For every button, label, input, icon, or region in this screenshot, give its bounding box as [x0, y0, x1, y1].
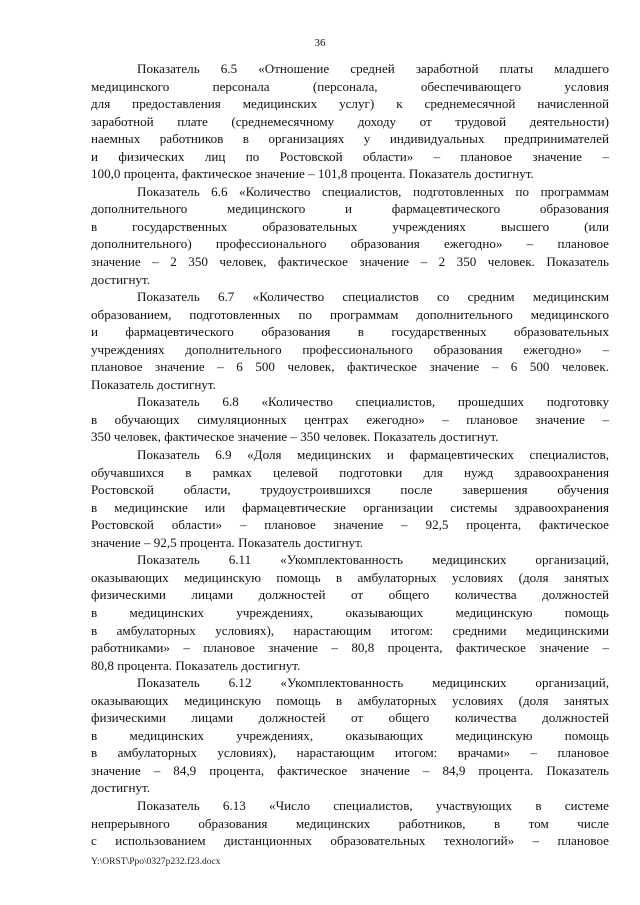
paragraph-line: в медицинских учреждениях, оказывающих медицинскую помощь [91, 727, 609, 743]
paragraph-line: значение – 92,5 процента. Показатель достигнут. [91, 534, 364, 550]
paragraph-line: в медицинских учреждениях, оказывающих медицинскую помощь [91, 604, 609, 620]
paragraph [91, 797, 609, 850]
paragraph-line: оказывающих медицинскую помощь в амбулаторных условиях (доля занятых [91, 692, 609, 708]
paragraph-line: 80,8 процента. Показатель достигнут. [91, 657, 301, 673]
paragraph-line: образованием, подготовленных по программам дополнительного медицинского [91, 306, 609, 322]
paragraph-line: наемных работников в организациях у индивидуальных предпринимателей [91, 131, 609, 147]
paragraph [91, 60, 609, 183]
paragraph-line: обучавшихся в рамках целевой подготовки для нужд здравоохранения [91, 464, 609, 480]
paragraph-line: с использованием дистанционных образовательных технологий» – плановое [91, 833, 609, 849]
paragraph-line: учреждениях дополнительного профессионального образования ежегодно» – [91, 341, 609, 357]
paragraph-line: достигнут. [91, 780, 151, 796]
paragraph-line: Показатель 6.6 «Количество специалистов, подготовленных по программам [137, 183, 609, 199]
paragraph-line: для предоставления медицинских услуг) к среднемесячной начисленной [91, 96, 609, 112]
paragraph-line: Показатель достигнут. [91, 376, 216, 392]
paragraph [91, 393, 609, 446]
paragraph-line: Показатель 6.7 «Количество специалистов со средним медицинским [137, 289, 609, 305]
paragraph-line: Ростовской области» – плановое значение – 92,5 процента, фактическое [91, 517, 609, 533]
paragraph-line: медицинского персонала (персонала, обеспечивающего условия [91, 78, 609, 94]
paragraph-line: в государственных образовательных учреждениях высшего (или [91, 218, 609, 234]
paragraph-line: дополнительного медицинского и фармацевтического образования [91, 201, 609, 217]
paragraph-line: непрерывного образования медицинских работников, в том числе [91, 815, 609, 831]
paragraph-line: дополнительного) профессионального образования ежегодно» – плановое [91, 236, 609, 252]
paragraph-line: Ростовской области, трудоустроившихся после завершения обучения [91, 482, 609, 498]
paragraph-line: Показатель 6.9 «Доля медицинских и фармацевтических специалистов, [137, 447, 609, 463]
document-body [91, 60, 609, 850]
paragraph-line: значение – 84,9 процента, фактическое значение – 84,9 процента. Показатель [91, 762, 609, 778]
paragraph-line: Показатель 6.5 «Отношение средней заработной платы младшего [137, 61, 609, 76]
paragraph-line: 100,0 процента, фактическое значение – 101,8 процента. Показатель достигнут. [91, 166, 534, 182]
paragraph [91, 446, 609, 551]
paragraph-line: Показатель 6.11 «Укомплектованность медицинских организаций, [137, 552, 609, 568]
paragraph-line: значение – 2 350 человек, фактическое значение – 2 350 человек. Показатель [91, 254, 609, 270]
paragraph-line: в обучающих симуляционных центрах ежегодно» – плановое значение – [91, 411, 609, 427]
paragraph-line: работниками» – плановое значение – 80,8 процента, фактическое значение – [91, 640, 609, 656]
paragraph-line: плановое значение – 6 500 человек, фактическое значение – 6 500 человек. [91, 359, 609, 375]
paragraph-line: в амбулаторных условиях), нарастающим итогом: средними медицинскими [91, 622, 609, 638]
paragraph-line: в медицинские или фармацевтические организации системы здравоохранения [91, 499, 609, 515]
paragraph-line: физическими лицами должностей от общего количества должностей [91, 710, 609, 726]
paragraph-line: Показатель 6.12 «Укомплектованность медицинских организаций, [137, 675, 609, 691]
paragraph [91, 674, 609, 797]
paragraph-line: достигнут. [91, 271, 151, 287]
paragraph-line: заработной плате (среднемесячному доходу от трудовой деятельности) [91, 113, 609, 129]
footer-file-path: Y:\ORST\Ppo\0327p232.f23.docx [91, 857, 221, 867]
page-number: 36 [314, 37, 326, 49]
paragraph-line: Показатель 6.8 «Количество специалистов, прошедших подготовку [137, 394, 609, 410]
paragraph-line: и физических лиц по Ростовской области» – плановое значение – [91, 148, 609, 164]
paragraph-line: физическими лицами должностей от общего количества должностей [91, 587, 609, 603]
paragraph [91, 183, 609, 288]
paragraph-line: оказывающих медицинскую помощь в амбулаторных условиях (доля занятых [91, 569, 609, 585]
paragraph-line: Показатель 6.13 «Число специалистов, участвующих в системе [137, 797, 609, 813]
paragraph-line: 350 человек, фактическое значение – 350 человек. Показатель достигнут. [91, 429, 499, 445]
paragraph-line: и фармацевтического образования в государственных образовательных [91, 324, 609, 340]
paragraph [91, 551, 609, 674]
paragraph-line: в амбулаторных условиях), нарастающим итогом: врачами» – плановое [91, 745, 609, 761]
paragraph [91, 288, 609, 393]
